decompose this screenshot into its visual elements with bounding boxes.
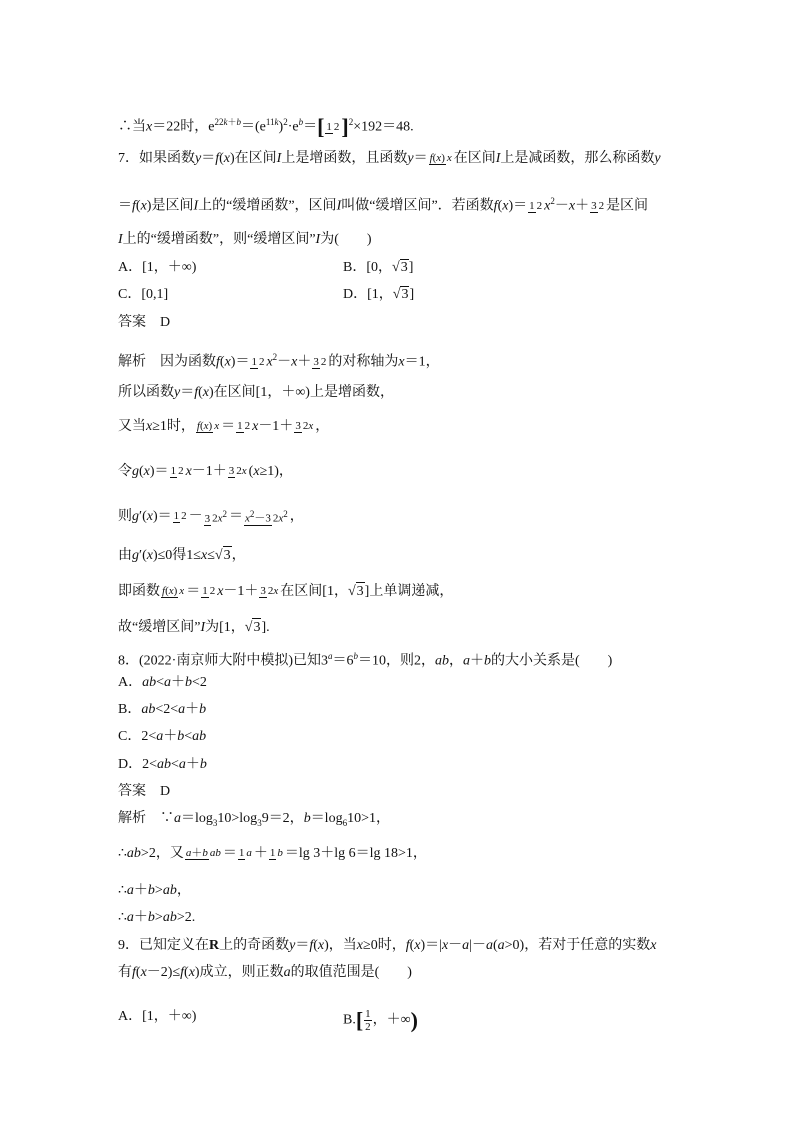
problem-7-solution-line-1: 解析 因为函数f(x)＝ 1 2 x2－x＋ 3 2 的对称轴为x＝1，: [118, 352, 440, 370]
problem-8-stem: 8．(2022·南京师大附中模拟)已知3a＝6b＝10，则2，ab，a＋b的大小关系是( ): [118, 651, 613, 669]
problem-8-option-d: D．2<ab<a＋b: [118, 757, 207, 772]
problem-9-stem-line-2: 有f(x－2)≤f(x)成立，则正数a的取值范围是( ): [118, 965, 412, 980]
problem-9-stem-line-1: 9．已知定义在R上的奇函数y＝f(x)，当x≥0时，f(x)＝|x－a|－a(a>0)，若对于任意的实数x: [118, 938, 657, 953]
problem-7-stem-line-3: I上的“缓增函数”，则“缓增区间”I为( ): [118, 232, 372, 247]
problem-7-option-d: D．[1，√3]: [343, 287, 415, 302]
problem-9-option-a: A．[1，＋∞): [118, 1009, 197, 1024]
problem-8-solution-line-1: 解析 ∵a＝log310>log39＝2，b＝log610>1，: [118, 811, 390, 828]
problem-8-option-b: B．ab<2<a＋b: [118, 702, 207, 717]
problem-8-option-c: C．2<a＋b<ab: [118, 729, 207, 744]
problem-7-solution-line-6: 由g′(x)≤0得1≤x≤√3，: [118, 548, 246, 563]
problem-7-solution-line-2: 所以函数y＝f(x)在区间[1，＋∞)上是增函数，: [118, 385, 394, 400]
problem-7-solution-line-5: 则g′(x)＝ 1 2 － 3 2x2 ＝ x2－3 2x2 ，: [118, 509, 304, 525]
problem-7-solution-line-8: 故“缓增区间”I为[1，√3].: [118, 620, 270, 635]
prev-solution-line: ∴当x＝22时，e22k＋b＝(e11k)2·eb＝[ 1 2]2×192＝48.: [118, 114, 414, 140]
problem-7-option-c: C．[0,1]: [118, 287, 169, 302]
problem-7-stem-line-1: 7．如果函数y＝f(x)在区间I上是增函数，且函数y＝ f(x) x 在区间I上是减函数，那么称函数y: [118, 151, 661, 166]
problem-7-option-a: A．[1，＋∞): [118, 260, 197, 275]
problem-9-option-b: B.[ $\frac{1}{2}$ ，＋∞): [343, 1007, 418, 1033]
problem-8-answer: 答案 D: [118, 784, 171, 799]
problem-7-stem-line-2: ＝f(x)是区间I上的“缓增函数”，区间I叫做“缓增区间”．若函数f(x)＝ 1 2 x2－x＋ 3 2 是区间: [118, 196, 649, 214]
problem-8-solution-line-3: ∴a＋b>ab，: [118, 883, 191, 898]
problem-7-answer: 答案 D: [118, 315, 171, 330]
problem-7-option-b: B．[0，√3]: [343, 260, 414, 275]
problem-8-solution-line-2: ∴ab>2，又 a＋b ab ＝ 1 a ＋ 1 b ＝lg 3＋lg 6＝lg 18>1，: [118, 846, 427, 861]
problem-7-solution-line-7: 即函数 f(x) x ＝ 1 2 x－1＋ 3 2x 在区间[1，√3]上单调递减，: [118, 584, 454, 599]
problem-8-solution-line-4: ∴a＋b>ab>2.: [118, 910, 196, 925]
problem-8-option-a: A．ab<a＋b<2: [118, 675, 207, 690]
problem-7-solution-line-4: 令g(x)＝ 1 2 x－1＋ 3 2x (x≥1)，: [118, 464, 293, 479]
problem-7-solution-line-3: 又当x≥1时， f(x) x ＝ 1 2 x－1＋ 3 2x ，: [118, 419, 330, 434]
